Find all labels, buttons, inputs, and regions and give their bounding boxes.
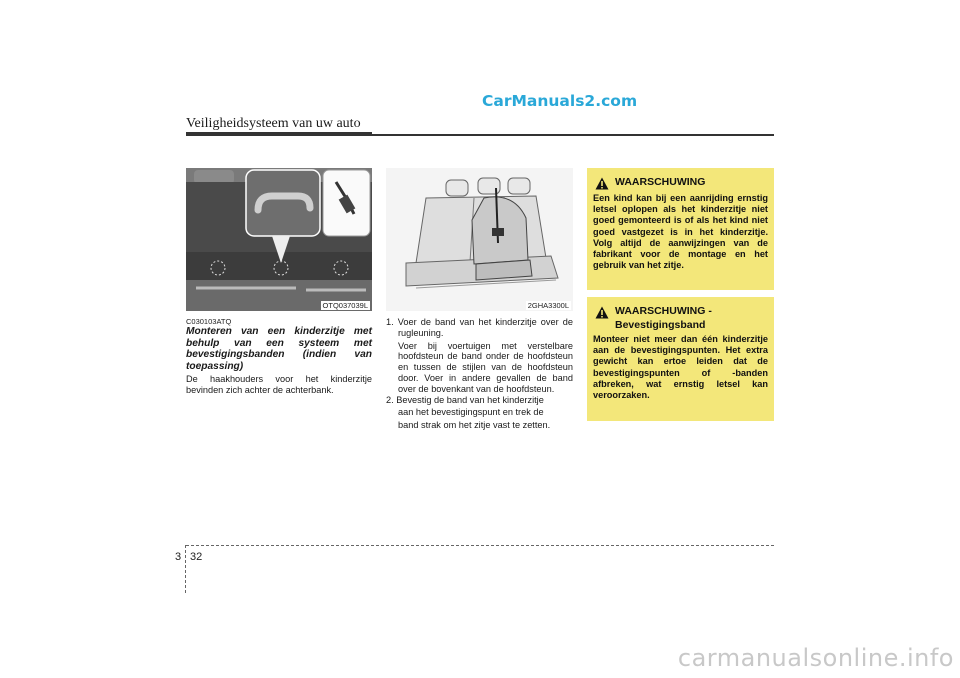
tether-warning-body: Monteer niet meer dan één kinderzitje aan de bevestigingspunten. Het extra gewicht kan ertoe leiden dat de bevestigingspunten of -banden afbreken, wat ernstig letsel kan veroorzaken.	[593, 334, 768, 401]
intro-paragraph: De haakhouders voor het kinderzitje bevinden zich achter de achterbank.	[186, 374, 372, 395]
warning-triangle-icon	[595, 306, 609, 319]
subheading: Monteren van een kinderzitje met behulp van een systeem met bevestigingsbanden (indien van toepassing)	[186, 326, 372, 372]
warning-title: WAARSCHUWING	[615, 176, 706, 188]
section-title: Veiligheidsysteem van uw auto	[186, 116, 361, 131]
step-1-detail: Voer bij voertuigen met verstelbare hoofdsteun de band onder de hoofdsteun en tussen de stijlen van de hoofdsteun door. Voer in andere gevallen de band over de bovenkant van de hoofdsteun.	[398, 340, 573, 394]
footer-rule	[186, 545, 774, 546]
step-2-line2: aan het bevestigingspunt en trek de	[398, 407, 544, 418]
child-seat-illustration	[386, 168, 573, 311]
step-2: 2. Bevestig de band van het kinderzitje	[386, 394, 544, 405]
warning-box	[587, 168, 774, 290]
watermark-top[interactable]: CarManuals2.com	[482, 92, 638, 110]
page-number: 32	[190, 551, 203, 563]
seat-hooks-illustration	[186, 168, 372, 311]
tether-warning-title: WAARSCHUWING -	[615, 305, 712, 317]
figure-caption: 2GHA3300L	[527, 301, 569, 310]
tether-warning-subtitle: Bevestigingsband	[615, 319, 706, 331]
tether-warning-header	[593, 305, 768, 319]
section-code: C030103ATQ	[186, 317, 232, 326]
figure-caption: OTQ037039L	[322, 301, 368, 310]
warning-header	[593, 176, 768, 190]
seat-hooks-figure	[186, 168, 372, 311]
child-seat-figure	[386, 168, 573, 311]
footer-divider	[185, 545, 186, 593]
watermark-bottom[interactable]: carmanualsonline.info	[677, 644, 954, 672]
steps-list	[386, 317, 573, 431]
header-rule-accent	[186, 132, 372, 135]
warning-triangle-icon	[595, 177, 609, 190]
step-2-line3: band strak om het zitje vast te zetten.	[398, 420, 551, 431]
step-1: 1. Voer de band van het kinderzitje over de rugleuning.	[386, 317, 573, 338]
warning-body: Een kind kan bij een aanrijding ernstig letsel oplopen als het kinderzitje niet goed gemonteerd is of als het kind niet goed vastgezet is in het kinderzitje. Volg altijd de aanwijzingen van de fabrikant voor de montage en het gebruik van het zitje.	[593, 193, 768, 271]
tether-warning-box	[587, 297, 774, 421]
chapter-number: 3	[175, 551, 182, 563]
